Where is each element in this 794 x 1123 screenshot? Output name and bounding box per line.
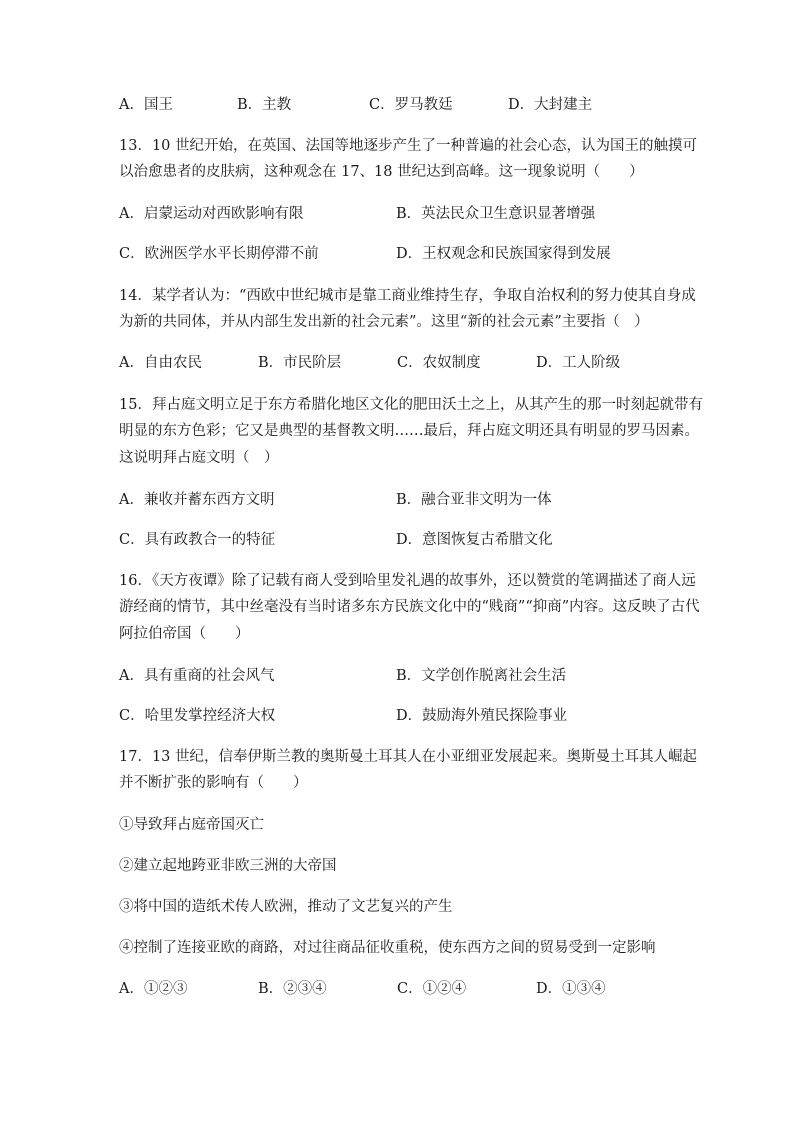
q15-option-d: D．意图恢复古希腊文化 xyxy=(396,532,553,548)
q17-option-b: B．②③④ xyxy=(258,981,327,997)
q14-stem-line-1: 14．某学者认为：“西欧中世纪城市是靠工商业维持生存，争取自治权利的努力使其自身成 xyxy=(119,288,696,304)
q17-item-1: ①导致拜占庭帝国灭亡 xyxy=(119,817,264,833)
q15-option-c: C．具有政教合一的特征 xyxy=(119,532,276,548)
q17-stem-line-1: 17．13 世纪，信奉伊斯兰教的奥斯曼土耳其人在小亚细亚发展起来。奥斯曼土耳其人崛起 xyxy=(119,749,698,765)
q15-options-row-2 xyxy=(119,530,679,550)
q13-option-b: B．英法民众卫生意识显著增强 xyxy=(396,206,596,222)
q16-option-b: B．文学创作脱离社会生活 xyxy=(396,668,567,684)
q17-option-c: C．①②④ xyxy=(397,981,467,997)
q17-item-2: ②建立起地跨亚非欧三洲的大帝国 xyxy=(119,858,337,874)
q12-option-b: B．主教 xyxy=(237,97,292,113)
q14-option-b: B．市民阶层 xyxy=(258,355,342,371)
q15-options-row-1 xyxy=(119,490,679,510)
q12-options xyxy=(119,95,679,115)
q12-option-c: C．罗马教廷 xyxy=(369,97,453,113)
q12-option-a: A．国王 xyxy=(119,97,173,113)
q14-option-d: D．工人阶级 xyxy=(536,355,621,371)
q15-option-a: A．兼收并蓄东西方文明 xyxy=(119,492,275,508)
q16-option-a: A．具有重商的社会风气 xyxy=(119,668,275,684)
q15-option-b: B．融合亚非文明为一体 xyxy=(396,492,552,508)
q13-option-a: A．启蒙运动对西欧影响有限 xyxy=(119,206,304,222)
q15-stem-line-2: 明显的东方色彩；它又是典型的基督教文明……最后，拜占庭文明还具有明显的罗马因素。 xyxy=(119,423,699,439)
q17-option-d: D．①③④ xyxy=(536,981,606,997)
q13-option-d: D．王权观念和民族国家得到发展 xyxy=(396,246,611,262)
q14-options xyxy=(119,353,679,373)
q12-option-d: D．大封建主 xyxy=(508,97,593,113)
q13-stem-line-1: 13．10 世纪开始，在英国、法国等地逐步产生了一种普遍的社会心态，认为国王的触摸可 xyxy=(119,138,698,154)
q16-options-row-2 xyxy=(119,706,679,726)
q16-stem-line-2: 游经商的情节，其中丝毫没有当时诸多东方民族文化中的“贱商”“抑商”内容。这反映了古代 xyxy=(119,599,700,615)
q17-options xyxy=(119,979,679,999)
q17-option-a: A．①②③ xyxy=(119,981,188,997)
q17-item-4: ④控制了连接亚欧的商路，对过往商品征收重税，使东西方之间的贸易受到一定影响 xyxy=(119,940,656,956)
q17-stem-line-2: 并不断扩张的影响有（ ） xyxy=(119,775,308,791)
q14-option-c: C．农奴制度 xyxy=(397,355,481,371)
q15-stem-line-3: 这说明拜占庭文明（ ） xyxy=(119,450,279,466)
q14-stem-line-2: 为新的共同体，并从内部生发出新的社会元素”。这里“新的社会元素”主要指（ ） xyxy=(119,314,649,330)
q16-option-c: C．哈里发掌控经济大权 xyxy=(119,708,276,724)
q13-stem-line-2: 以治愈患者的皮肤病，这种观念在 17、18 世纪达到高峰。这一现象说明（ ） xyxy=(119,164,644,180)
q16-stem-line-3: 阿拉伯帝国（ ） xyxy=(119,626,250,642)
q13-options-row-2 xyxy=(119,244,679,264)
q14-option-a: A．自由农民 xyxy=(119,355,202,371)
q16-stem-line-1: 16．《天方夜谭》除了记载有商人受到哈里发礼遇的故事外，还以赞赏的笔调描述了商人远 xyxy=(119,573,696,589)
q17-item-3: ③将中国的造纸术传人欧洲，推动了文艺复兴的产生 xyxy=(119,899,453,915)
q13-option-c: C．欧洲医学水平长期停滞不前 xyxy=(119,246,319,262)
q16-option-d: D．鼓励海外殖民探险事业 xyxy=(396,708,568,724)
q15-stem-line-1: 15．拜占庭文明立足于东方希腊化地区文化的肥田沃土之上，从其产生的那一时刻起就带有 xyxy=(119,397,703,413)
q16-options-row-1 xyxy=(119,666,679,686)
q13-options-row-1 xyxy=(119,204,679,224)
